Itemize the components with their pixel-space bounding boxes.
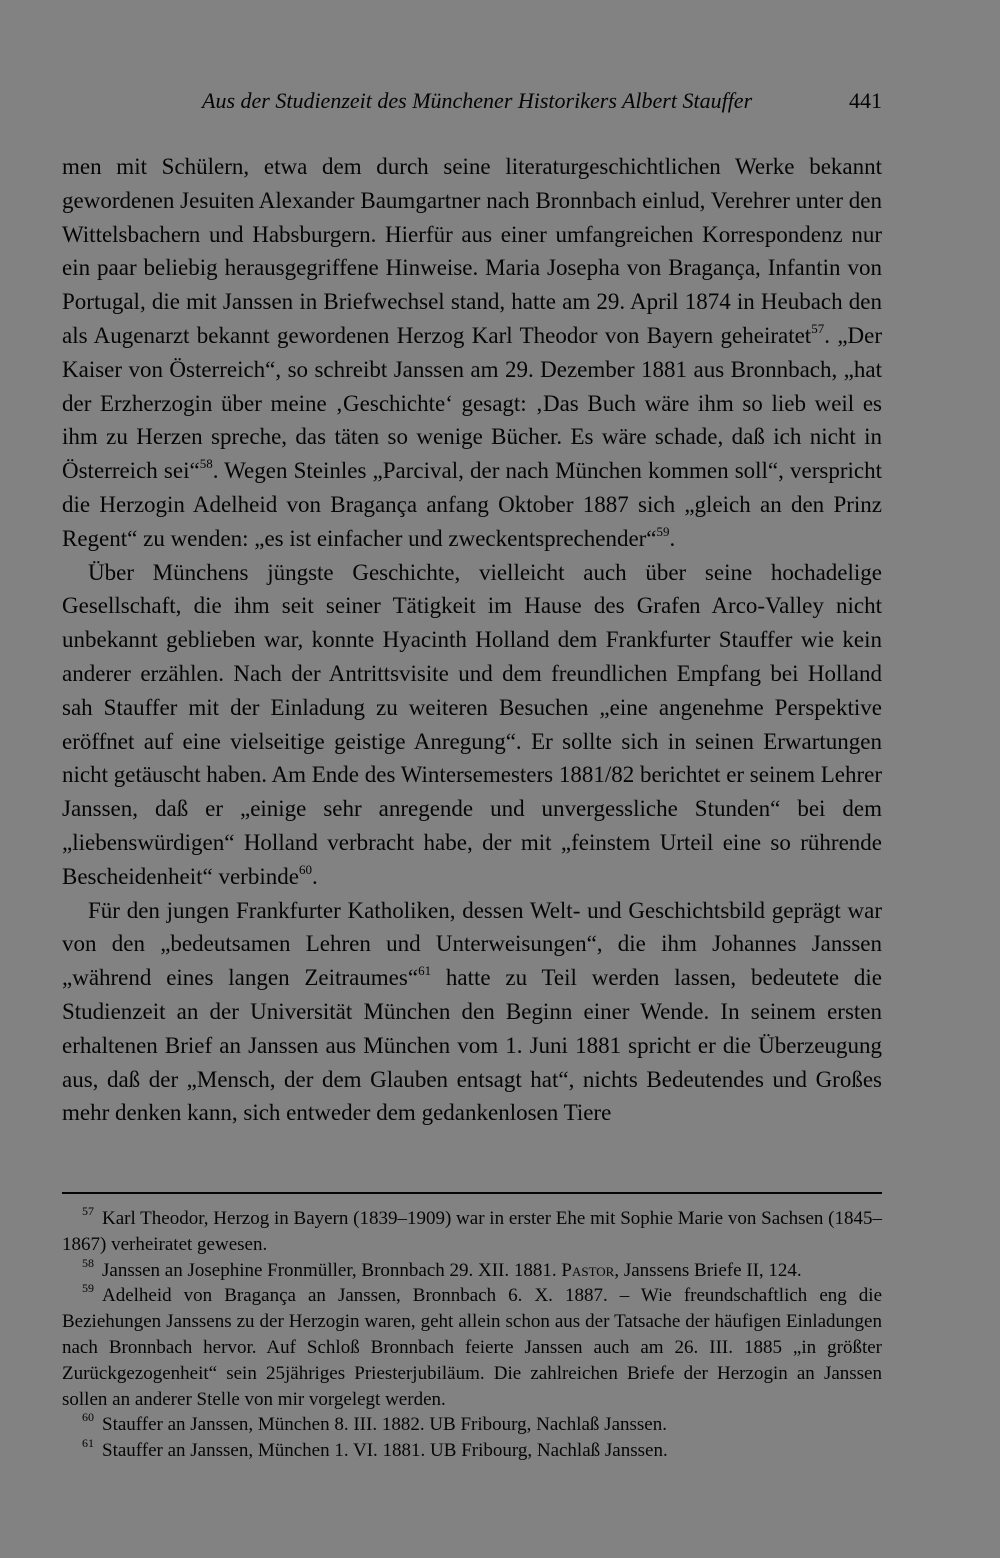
body-text <box>62 150 882 1130</box>
footnote-ref-59[interactable]: 59 <box>656 523 670 539</box>
footnote-ref-57[interactable]: 57 <box>811 320 825 336</box>
book-page <box>62 0 882 1558</box>
footnote-rule <box>62 1192 882 1194</box>
paragraph-1: men mit Schülern, etwa dem durch seine literaturgeschichtlichen Werke bekannt gewordenen Jesuiten Alexander Baumgartner nach Bronnbach einlud, Verehrer unter den Wittelsbachern und Habsburgern. Hierfür aus einer umfangreichen Korrespondenz nur ein paar beliebig herausgegriffene Hinweise. Maria Josepha von Bragança, Infantin von Portugal, die mit Janssen in Briefwechsel stand, hatte am 29. April 1874 in Heubach den als Augenarzt bekannt gewordenen Herzog Karl Theodor von Bayern geheiratet$^{57}$. „Der Kaiser von Österreich“, so schreibt Janssen am 29. Dezember 1881 aus Bronnbach, „hat der Erzherzogin über meine ‚Geschichte‘ gesagt: ‚Das Buch wäre ihm so lieb weil es ihm zu Herzen spreche, das täten so wenige Bücher. Es wäre schade, daß ich nicht in Österreich sei“$^{58}$. Wegen Steinles „Parcival, der nach München kommen soll“, verspricht die Herzogin Adelheid von Bragança anfang Oktober 1887 sich „gleich an den Prinz Regent“ zu wenden: „es ist einfacher und zweckentsprechender“$^{59}$. <box>62 154 883 551</box>
footnote-60: $^{60}$ Stauffer an Janssen, München 8. III. 1882. UB Fribourg, Nachlaß Janssen. <box>82 1410 667 1436</box>
footnote-number: 59 <box>82 1281 94 1296</box>
footnote-57: $^{57}$ Karl Theodor, Herzog in Bayern (1839–1909) war in erster Ehe mit Sophie Marie von Sachsen (1845–1867) verheiratet gewesen. <box>62 1204 882 1255</box>
footnote-ref-61[interactable]: 61 <box>418 963 432 979</box>
running-head <box>62 88 882 124</box>
footnote-ref-58[interactable]: 58 <box>199 456 213 472</box>
footnote-59: $^{59}$ Adelheid von Bragança an Janssen, Bronnbach 6. X. 1887. – Wie freundschaftlich eng die Beziehungen Janssens zu der Herzogin waren, geht allein schon aus der Tatsache der häufigen Einladungen nach Bronnbach hervor. Auf Schloß Bronnbach feierte Janssen auch am 26. III. 1885 „in größter Zurückgezogenheit“ sein 25jähriges Priesterjubiläum. Die zahlreichen Briefe der Herzogin an Janssen sollen an anderer Stelle von mir vorgelegt werden. <box>62 1281 882 1410</box>
footnote-number: 57 <box>82 1204 94 1218</box>
footnotes <box>62 1206 882 1464</box>
footnote-58: $^{58}$ Janssen an Josephine Fronmüller, Bronnbach 29. XII. 1881. Pastor, Janssens Briefe II, 124. <box>82 1255 802 1281</box>
footnote-ref-60[interactable]: 60 <box>298 861 312 877</box>
paragraph-3: Für den jungen Frankfurter Katholiken, dessen Welt- und Geschichtsbild geprägt war von den „bedeutsamen Lehren und Unterweisungen“, die ihm Johannes Janssen „während eines langen Zeitraumes“$^{61}$ hatte zu Teil werden lassen, bedeutete die Studienzeit an der Universität München den Beginn einer Wende. In seinem ersten erhaltenen Brief an Janssen aus München vom 1. Juni 1881 spricht er die Überzeugung aus, daß der „Mensch, der dem Glauben entsagt hat“, nichts Bedeutendes und Großes mehr denken kann, sich entweder dem gedankenlosen Tiere <box>62 897 883 1126</box>
footnote-number: 61 <box>82 1436 94 1451</box>
footnote-number: 58 <box>82 1255 94 1270</box>
running-title: Aus der Studienzeit des Münchener Historikers Albert Stauffer <box>202 88 753 113</box>
footnote-number: 60 <box>82 1410 94 1425</box>
page-number: 441 <box>849 88 882 113</box>
paragraph-2: Über Münchens jüngste Geschichte, vielleicht auch über seine hochadelige Gesellschaft, die ihm seit seiner Tätigkeit im Hause des Grafen Arco-Valley nicht unbekannt geblieben war, konnte Hyacinth Holland dem Frankfurter Stauffer wie kein anderer erzählen. Nach der Antrittsvisite und dem freundlichen Empfang bei Holland sah Stauffer mit der Einladung zu weiteren Besuchen „eine angenehme Perspektive eröffnet auf eine vielseitige geistige Anregung“. Er sollte sich in seinen Erwartungen nicht getäuscht haben. Am Ende des Wintersemesters 1881/82 berichtet er seinem Lehrer Janssen, daß er „einige sehr anregende und unvergessliche Stunden“ bei dem „liebenswürdigen“ Holland verbracht habe, der mit „feinstem Urteil eine so rührende Bescheidenheit“ verbinde$^{60}$. <box>62 559 882 889</box>
author-small-caps: Pastor <box>561 1259 615 1281</box>
footnote-61: $^{61}$ Stauffer an Janssen, München 1. VI. 1881. UB Fribourg, Nachlaß Janssen. <box>82 1436 668 1462</box>
